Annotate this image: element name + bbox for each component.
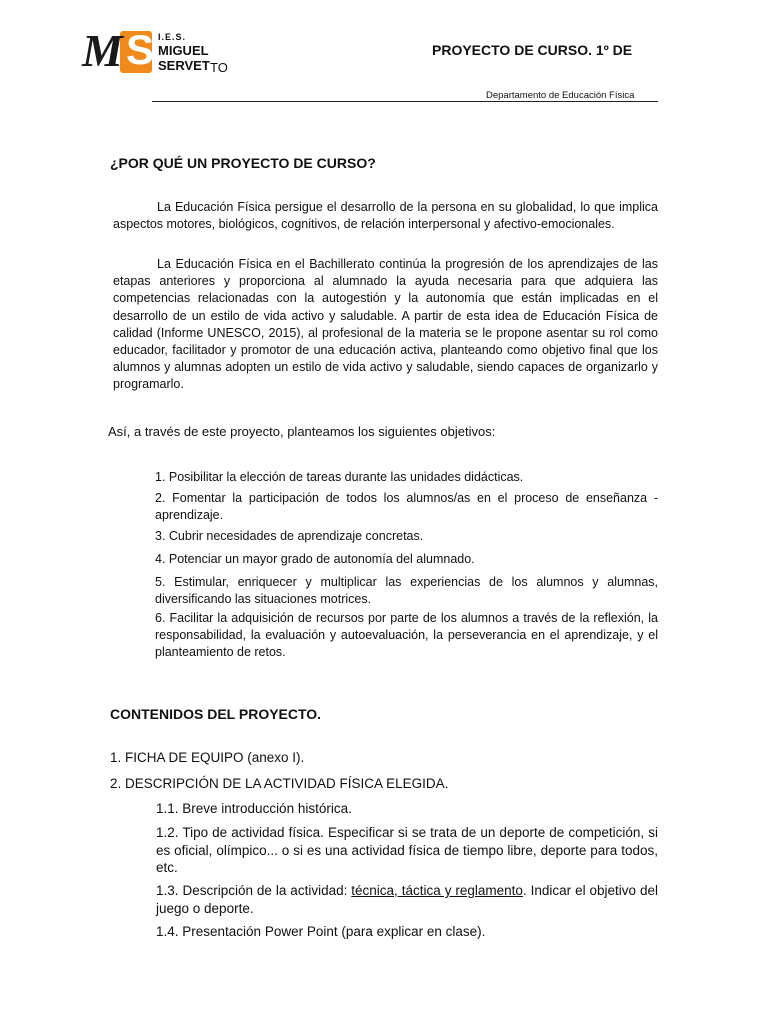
objective-item: 1. Posibilitar la elección de tareas durante las unidades didácticas. [155,470,524,484]
objective-item: 6. Facilitar la adquisición de recursos por parte de los alumnos a través de la reflexión, la responsabilidad, la evaluación y autoevaluación, la perseverancia en el aprendizaje, y el planteamiento de retos. [155,611,658,659]
content-item-1: 1. FICHA DE EQUIPO (anexo I). [110,750,305,765]
objective-item: 4. Potenciar un mayor grado de autonomía del alumnado. [155,552,475,566]
logo-school-name-2: SERVET [158,58,210,73]
document-title: PROYECTO DE CURSO. 1º DE [432,42,633,58]
subitem-1-3-tail: . Indicar el objetivo del juego o deporte. [156,883,658,916]
objective-item: 5. Estimular, enriquecer y multiplicar las experiencias de los alumnos y alumnas, diversificando las situaciones motrices. [155,575,658,606]
logo-letter-m: M [82,25,119,76]
objective-item: 2. Fomentar la participación de todos los alumnos/as en el proceso de enseñanza -aprendizaje. [155,491,658,522]
subitem-1-1: 1.1. Breve introducción histórica. [156,801,352,816]
school-logo [82,25,242,78]
section-heading-contents: CONTENIDOS DEL PROYECTO. [110,706,322,722]
logo-school-name-1: MIGUEL [158,43,209,58]
subitem-1-3 [156,882,658,917]
paragraph-2: La Educación Física en el Bachillerato continúa la progresión de los aprendizajes de las etapas anteriores y proporciona al alumnado la ayuda necesaria para que adquiera las competencias relacionadas con la autogestión y la autonomía que están implicadas en el desarrollo de un estilo de vida activo y saludable. A partir de esta idea de Educación Física de calidad (Informe UNESCO, 2015), al profesional de la materia se le propone asentar su rol como educador, facilitador y promotor de una educación activa, planteando como objetivo final que los alumnos y alumnas adopten un estilo de vida activo y saludable, siendo capaces de organizarlo y programarlo. [113,257,658,392]
paragraph-1: La Educación Física persigue el desarrollo de la persona en su globalidad, lo que implica aspectos motores, biológicos, cognitivos, de relación interpersonal y afectivo-emocionales. [113,200,658,232]
logo-suffix: TO [210,60,228,75]
subitem-1-3-lead: 1.3. Descripción de la actividad: [156,883,352,898]
subitem-1-4: 1.4. Presentación Power Point (para explicar en clase). [156,924,486,939]
logo-letter-s: S [126,26,155,73]
header-divider [152,101,658,102]
objective-item: 3. Cubrir necesidades de aprendizaje concretas. [155,529,424,543]
content-item-2: 2. DESCRIPCIÓN DE LA ACTIVIDAD FÍSICA ELEGIDA. [110,776,449,791]
objectives-intro: Así, a través de este proyecto, planteamos los siguientes objetivos: [108,424,496,439]
logo-ies-text: I.E.S. [158,32,187,42]
department-label: Departamento de Educación Física [486,90,635,101]
subitem-1-3-underlined: técnica, táctica y reglamento [351,883,523,898]
subitem-1-2: 1.2. Tipo de actividad física. Especificar si se trata de un deporte de competición, si es oficial, olímpico... o si es una actividad física de tiempo libre, deporte para todos, etc. [156,825,658,875]
section-heading-why: ¿POR QUÉ UN PROYECTO DE CURSO? [110,155,376,171]
